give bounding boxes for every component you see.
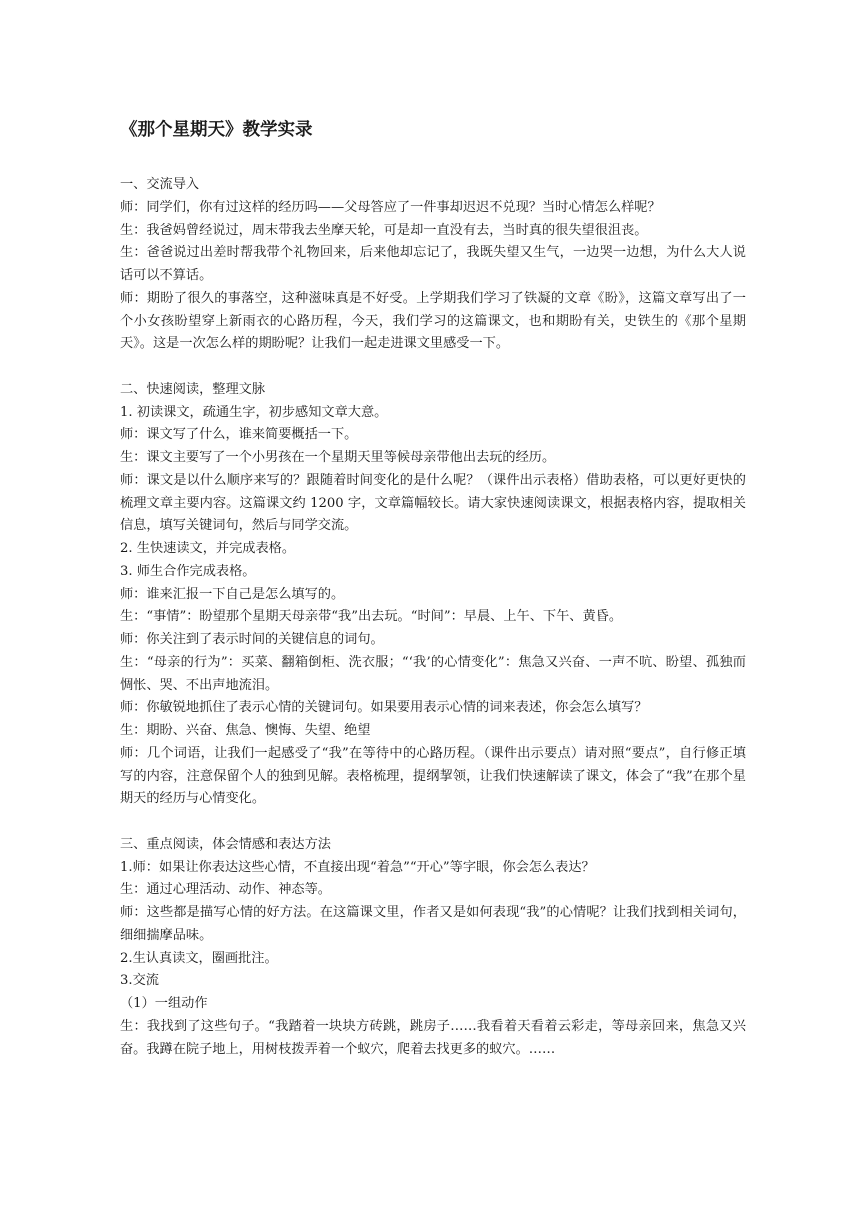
- paragraph: 3.交流: [120, 973, 159, 989]
- paragraph: 师：你敏锐地抓住了表示心情的关键词句。如果要用表示心情的词来表述，你会怎么填写？: [120, 700, 648, 716]
- paragraph: 生：通过心理活动、动作、神态等。: [120, 882, 331, 898]
- paragraph: 生：“事情”：盼望那个星期天母亲带“我”出去玩。“时间”：早晨、上午、下午、黄昏。: [120, 609, 623, 625]
- section-heading: 二、快速阅读，整理文脉: [120, 381, 266, 397]
- document-page: [120, 110, 746, 1061]
- paragraph: 师：这些都是描写心情的好方法。在这篇课文里，作者又是如何表现“我”的心情呢？让我们找到相关词句，细细揣摩品味。: [120, 905, 746, 943]
- section-quick-reading: [120, 379, 746, 811]
- paragraph: 生：期盼、兴奋、焦急、懊悔、失望、绝望: [120, 723, 371, 738]
- paragraph: 师：你关注到了表示时间的关键信息的词句。: [120, 632, 384, 647]
- section-intro: [120, 174, 746, 356]
- paragraph: 师：同学们，你有过这样的经历吗——父母答应了一件事却迟迟不兑现？当时心情怎么样呢？: [120, 199, 661, 215]
- section-key-reading: [120, 834, 746, 1062]
- paragraph: 师：期盼了很久的事落空，这种滋味真是不好受。上学期我们学习了铁凝的文章《盼》，这篇文章写出了一个小女孩盼望穿上新雨衣的心路历程，今天，我们学习的这篇课文，也和期盼有关，史铁生的《那个星期天》。这是一次怎么样的期盼呢？让我们一起走进课文里感受一下。: [120, 290, 746, 352]
- paragraph: 3. 师生合作完成表格。: [120, 563, 256, 579]
- blank-line: [120, 356, 746, 379]
- paragraph: 生：爸爸说过出差时帮我带个礼物回来，后来他却忘记了，我既失望又生气，一边哭一边想，为什么大人说话可以不算话。: [120, 245, 746, 283]
- paragraph: （1）一组动作: [120, 996, 208, 1011]
- paragraph: 1.师：如果让你表达这些心情，不直接出现“着急”“开心”等字眼，你会怎么表达？: [120, 859, 595, 875]
- paragraph: 2. 生快速读文，并完成表格。: [120, 541, 296, 556]
- paragraph: 师：谁来汇报一下自己是怎么填写的。: [120, 586, 345, 602]
- section-heading: 三、重点阅读，体会情感和表达方法: [120, 836, 331, 852]
- paragraph: 1. 初读课文，疏通生字，初步感知文章大意。: [120, 404, 388, 420]
- paragraph: 生：我爸妈曾经说过，周末带我去坐摩天轮，可是却一直没有去，当时真的很失望很沮丧。: [120, 222, 648, 238]
- document-title: 《那个星期天》教学实录: [120, 120, 313, 140]
- blank-line: [120, 811, 746, 834]
- paragraph: 生：课文主要写了一个小男孩在一个星期天里等候母亲带他出去玩的经历。: [120, 450, 556, 465]
- paragraph: 师：课文是以什么顺序来写的？跟随着时间变化的是什么呢？（课件出示表格）借助表格，可以更好更快的梳理文章主要内容。这篇课文约 1200 字，文章篇幅较长。请大家快速阅读课文，根据表格内容，提取相关信息，填写关键词句，然后与同学交流。: [120, 472, 746, 534]
- paragraph: 师：几个词语，让我们一起感受了“我”在等待中的心路历程。（课件出示要点）请对照“要点”，自行修正填写的内容，注意保留个人的独到见解。表格梳理，提纲挈领，让我们快速解读了课文，体会了“我”在那个星期天的经历与心情变化。: [120, 745, 746, 807]
- paragraph: 生：“母亲的行为”：买菜、翻箱倒柜、洗衣服；“‘我’的心情变化”：焦急又兴奋、一声不吭、盼望、孤独而惆怅、哭、不出声地流泪。: [120, 654, 746, 693]
- paragraph: 2.生认真读文，圈画批注。: [120, 950, 278, 966]
- paragraph: 生：我找到了这些句子。“我踏着一块块方砖跳，跳房子……我看着天看着云彩走，等母亲回来，焦急又兴奋。我蹲在院子地上，用树枝拨弄着一个蚁穴，爬着去找更多的蚁穴。……: [120, 1018, 746, 1057]
- paragraph: 师：课文写了什么，谁来简要概括一下。: [120, 427, 358, 443]
- section-heading: 一、交流导入: [120, 177, 200, 192]
